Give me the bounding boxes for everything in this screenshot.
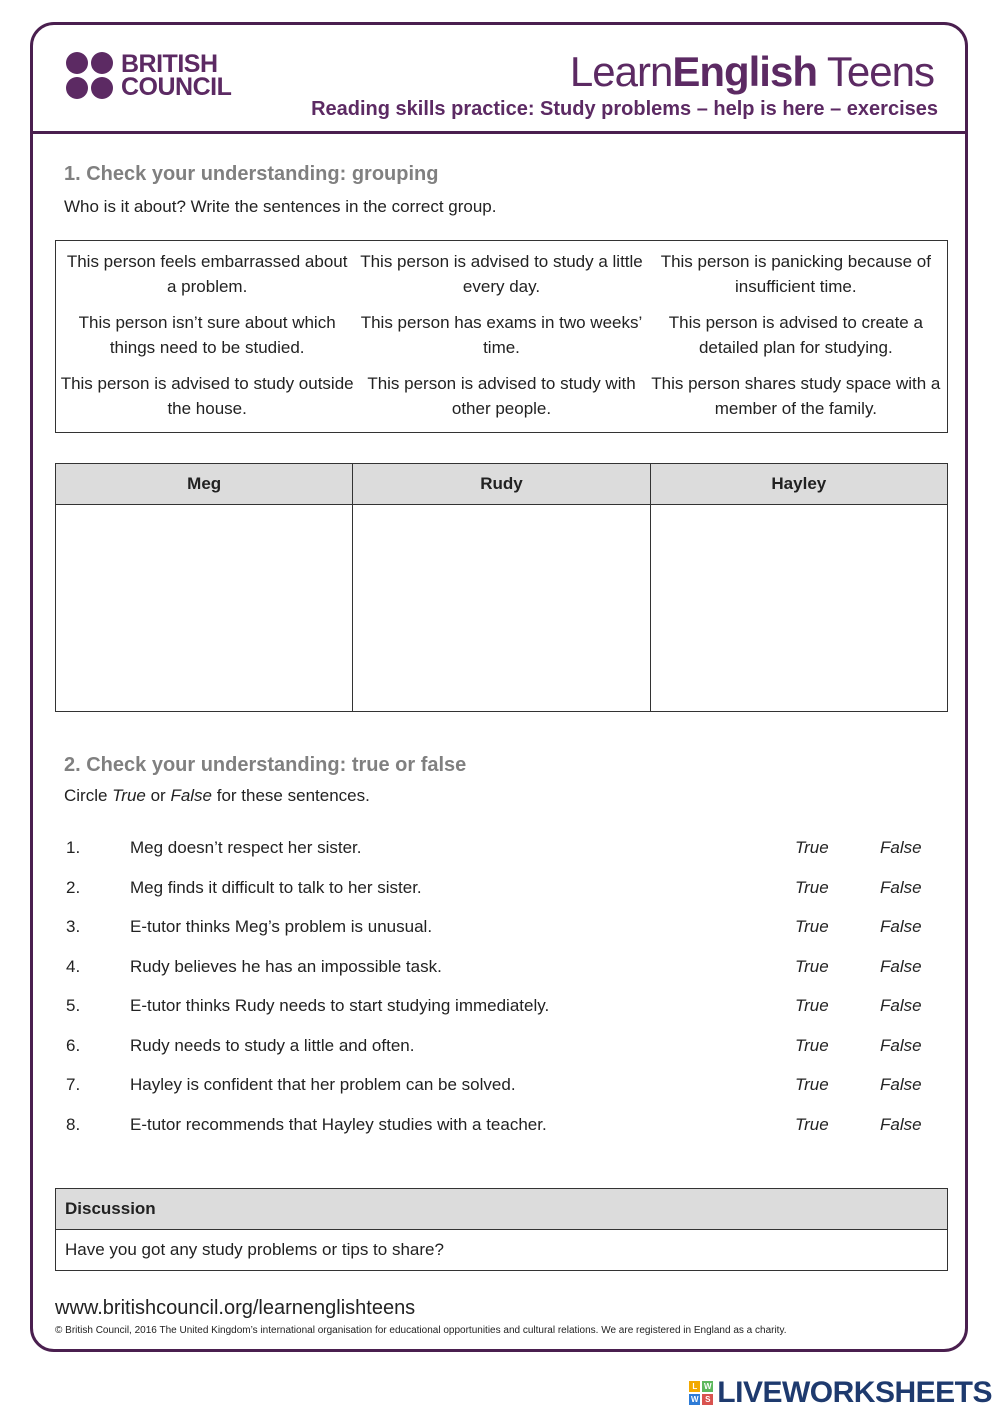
tf-false-option[interactable]: False: [880, 917, 922, 936]
lw-icon-letter: L: [689, 1381, 700, 1392]
footer-copyright: © British Council, 2016 The United Kingdom’s international organisation for educational opportunities and cultural relations. We are registered in England as a charity.: [55, 1325, 787, 1336]
instr-mid: or: [145, 786, 171, 805]
drop-zone-meg[interactable]: [56, 505, 353, 712]
tf-number: 5.: [66, 996, 81, 1015]
tf-row: [64, 1030, 944, 1070]
tf-number: 4.: [66, 956, 81, 976]
lw-icon-letter: W: [691, 1395, 699, 1404]
logo-english: English: [672, 48, 817, 95]
drop-zone-rudy[interactable]: [353, 505, 650, 712]
column-header-hayley: Hayley: [650, 464, 947, 505]
tf-statement: Hayley is confident that her problem can be solved.: [130, 1075, 516, 1094]
tf-number: 8.: [66, 1114, 81, 1134]
tf-row: [64, 990, 944, 1030]
liveworksheets-text: LIVEWORKSHEETS: [717, 1376, 992, 1409]
bc-logo-line2: COUNCIL: [121, 72, 232, 101]
sentence-card[interactable]: This person has exams in two weeks’ time.: [360, 313, 643, 357]
learnenglish-teens-logo: [570, 48, 934, 96]
tf-statement: Rudy needs to study a little and often.: [130, 1035, 415, 1055]
tf-number: 2.: [66, 877, 81, 897]
sentence-card[interactable]: This person feels embarrassed about a problem.: [66, 252, 348, 296]
instr-true: True: [112, 786, 146, 805]
tf-false-option[interactable]: False: [880, 877, 922, 897]
tf-number: 6.: [66, 1035, 81, 1055]
tf-true-option[interactable]: True: [795, 956, 829, 976]
tf-statement: E-tutor recommends that Hayley studies with a teacher.: [130, 1114, 547, 1134]
instr-false: False: [170, 786, 213, 805]
british-council-dots-icon: [66, 52, 113, 99]
tf-number: 1.: [66, 838, 81, 857]
tf-true-option[interactable]: True: [795, 838, 829, 857]
tf-row: [64, 1109, 944, 1149]
sentence-card[interactable]: This person is advised to study with other people.: [367, 374, 636, 418]
lw-icon-letter: W: [704, 1382, 712, 1391]
lw-icon-letter: S: [702, 1394, 713, 1405]
section1-instruction: Who is it about? Write the sentences in the correct group.: [64, 197, 497, 216]
column-header-rudy: Rudy: [353, 464, 650, 505]
instr-post: for these sentences.: [212, 786, 370, 805]
liveworksheets-watermark: [689, 1376, 992, 1410]
tf-true-option[interactable]: True: [795, 917, 829, 936]
header-divider: [30, 131, 968, 134]
tf-true-option[interactable]: True: [795, 1075, 829, 1094]
logo-teens: Teens: [817, 48, 934, 95]
tf-true-option[interactable]: True: [795, 877, 829, 897]
true-false-list: [64, 832, 944, 1148]
tf-statement: E-tutor thinks Rudy needs to start studying immediately.: [130, 996, 550, 1015]
tf-row: [64, 911, 944, 951]
tf-false-option[interactable]: False: [880, 996, 922, 1015]
tf-false-option[interactable]: False: [880, 838, 922, 857]
worksheet-subtitle: Reading skills practice: Study problems – help is here – exercises: [311, 98, 938, 120]
drop-zone-hayley[interactable]: [650, 505, 947, 712]
tf-row: [64, 951, 944, 991]
tf-statement: E-tutor thinks Meg’s problem is unusual.: [130, 917, 433, 936]
tf-true-option[interactable]: True: [795, 996, 829, 1015]
tf-statement: Meg finds it difficult to talk to her sister.: [130, 877, 422, 897]
tf-row: [64, 872, 944, 912]
sentence-card[interactable]: This person is advised to study outside the house.: [60, 374, 354, 418]
tf-statement: Meg doesn’t respect her sister.: [130, 838, 362, 857]
discussion-prompt: Have you got any study problems or tips to share?: [65, 1240, 444, 1259]
column-header-meg: Meg: [56, 464, 353, 505]
tf-number: 7.: [66, 1075, 81, 1094]
sentence-card[interactable]: This person shares study space with a member of the family.: [651, 374, 941, 418]
logo-learn: Learn: [569, 48, 673, 95]
section1-title: 1. Check your understanding: grouping: [64, 163, 439, 185]
sentence-card[interactable]: This person is advised to create a detailed plan for studying.: [668, 313, 923, 357]
tf-row: [64, 832, 944, 872]
sentence-card[interactable]: This person isn’t sure about which things need to be studied.: [78, 313, 336, 357]
tf-true-option[interactable]: True: [795, 1035, 829, 1055]
instr-pre: Circle: [64, 786, 113, 805]
tf-false-option[interactable]: False: [880, 1035, 922, 1055]
section2-title: 2. Check your understanding: true or false: [64, 754, 467, 776]
tf-false-option[interactable]: False: [880, 956, 922, 976]
footer-url[interactable]: www.britishcouncil.org/learnenglishteens: [55, 1297, 416, 1319]
sentence-bank: [55, 240, 948, 433]
tf-true-option[interactable]: True: [795, 1114, 829, 1134]
bc-logo-line1: BRITISH: [121, 49, 218, 78]
sentence-card[interactable]: This person is panicking because of insufficient time.: [660, 252, 931, 296]
grouping-table: [55, 463, 948, 712]
tf-statement: Rudy believes he has an impossible task.: [130, 956, 442, 976]
discussion-box: [55, 1188, 948, 1271]
tf-row: [64, 1069, 944, 1109]
discussion-heading: Discussion: [56, 1189, 947, 1230]
tf-number: 3.: [66, 917, 81, 936]
sentence-card[interactable]: This person is advised to study a little every day.: [360, 252, 643, 296]
british-council-logo: [66, 49, 232, 101]
section2-instruction: [64, 786, 370, 806]
tf-false-option[interactable]: False: [880, 1114, 922, 1134]
liveworksheets-icon: [689, 1381, 713, 1405]
tf-false-option[interactable]: False: [880, 1075, 922, 1094]
